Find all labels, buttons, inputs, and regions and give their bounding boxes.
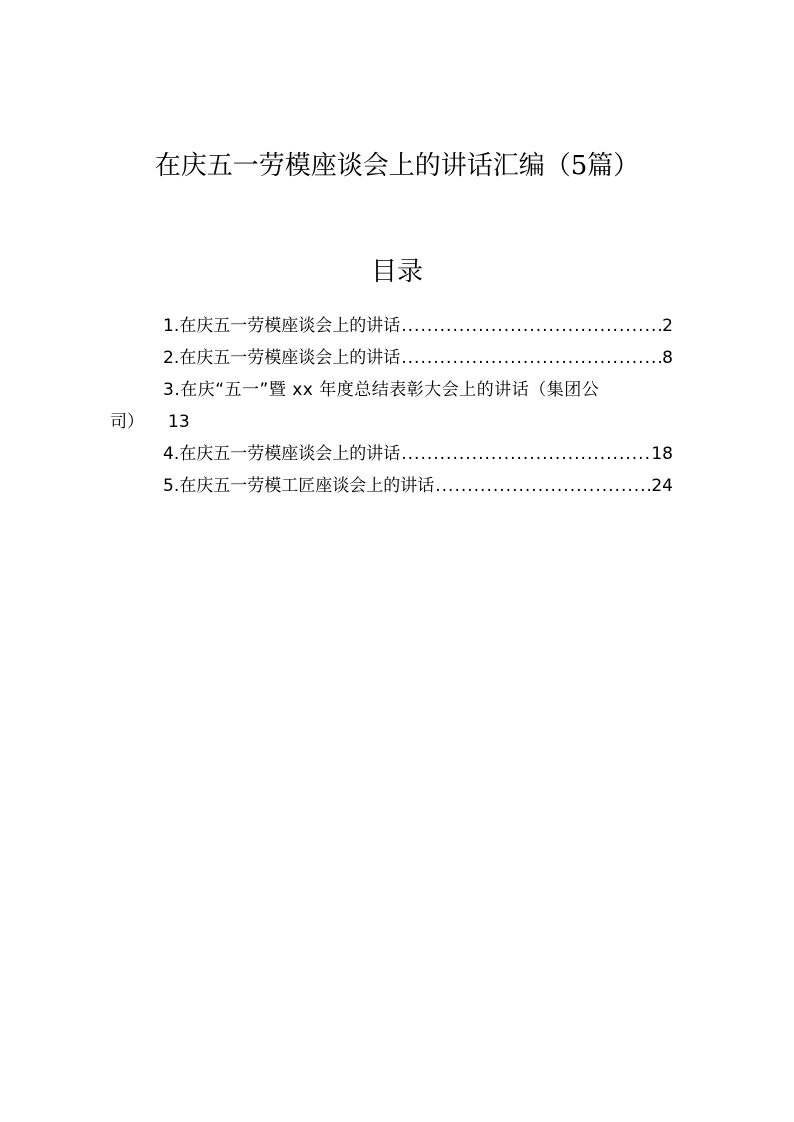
toc-dot-leader bbox=[435, 470, 650, 502]
toc-entry-4[interactable] bbox=[110, 438, 673, 470]
toc-entry-label: 2.在庆五一劳模座谈会上的讲话 bbox=[163, 348, 401, 368]
toc-entry-5[interactable] bbox=[110, 470, 673, 502]
toc-entry-3[interactable] bbox=[110, 374, 673, 438]
toc-entry-label-continued: 司） bbox=[110, 412, 144, 432]
toc-entry-page: 24 bbox=[651, 476, 673, 496]
toc-entry-page: 13 bbox=[168, 412, 190, 432]
toc-entry-page: 2 bbox=[662, 316, 673, 336]
table-of-contents bbox=[110, 310, 673, 502]
toc-entry-label: 1.在庆五一劳模座谈会上的讲话 bbox=[163, 316, 401, 336]
toc-entry-label: 4.在庆五一劳模座谈会上的讲话 bbox=[163, 444, 401, 464]
toc-entry-1[interactable] bbox=[110, 310, 673, 342]
toc-entry-2[interactable] bbox=[110, 342, 673, 374]
toc-dot-leader bbox=[401, 342, 661, 374]
toc-entry-page: 18 bbox=[651, 444, 673, 464]
toc-entry-label: 3.在庆“五一”暨 xx 年度总结表彰大会上的讲话（集团公 bbox=[163, 380, 600, 400]
document-title: 在庆五一劳模座谈会上的讲话汇编（5篇） bbox=[154, 151, 640, 181]
toc-dot-leader bbox=[401, 438, 650, 470]
toc-entry-label: 5.在庆五一劳模工匠座谈会上的讲话 bbox=[163, 476, 435, 496]
toc-dot-leader bbox=[401, 310, 661, 342]
toc-heading: 目录 bbox=[370, 257, 423, 287]
toc-entry-page: 8 bbox=[662, 348, 673, 368]
